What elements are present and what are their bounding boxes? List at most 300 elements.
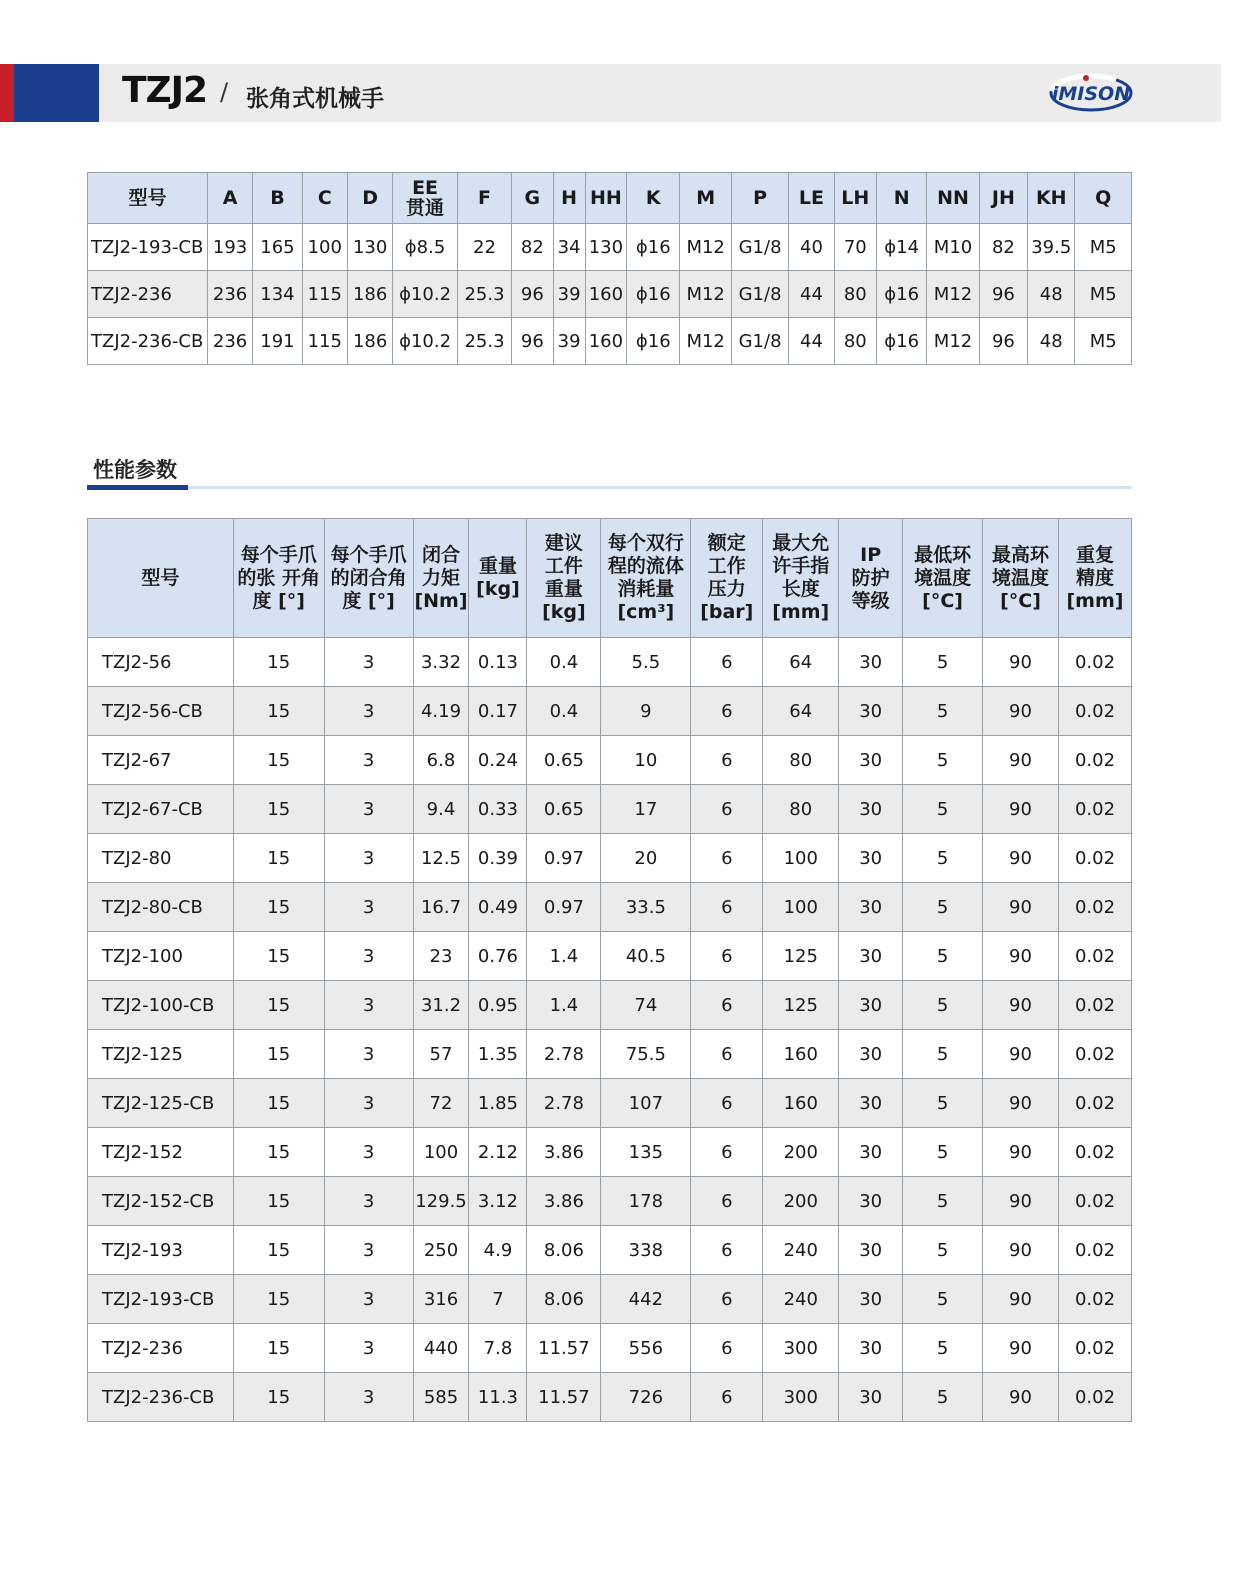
- value-cell: 39: [553, 271, 585, 318]
- value-cell: 90: [983, 785, 1059, 834]
- value-cell: 44: [789, 318, 834, 365]
- value-cell: 15: [233, 1275, 324, 1324]
- value-cell: 250: [413, 1226, 469, 1275]
- value-cell: 90: [983, 1324, 1059, 1373]
- value-cell: 30: [839, 883, 903, 932]
- value-cell: 90: [983, 1030, 1059, 1079]
- value-cell: 236: [207, 318, 252, 365]
- value-cell: 15: [233, 1030, 324, 1079]
- value-cell: 80: [834, 318, 876, 365]
- value-cell: 11.57: [527, 1324, 601, 1373]
- value-cell: 12.5: [413, 834, 469, 883]
- header-blue-accent: [14, 64, 99, 122]
- value-cell: 186: [347, 318, 392, 365]
- value-cell: 15: [233, 1324, 324, 1373]
- value-cell: 15: [233, 1226, 324, 1275]
- value-cell: 5: [903, 1079, 983, 1128]
- value-cell: 90: [983, 1275, 1059, 1324]
- value-cell: 3: [324, 1226, 413, 1275]
- value-cell: 3: [324, 883, 413, 932]
- value-cell: 2.78: [527, 1079, 601, 1128]
- dimensions-header-row: [88, 173, 1132, 224]
- value-cell: 96: [512, 318, 553, 365]
- value-cell: 0.97: [527, 834, 601, 883]
- value-cell: 5: [903, 932, 983, 981]
- value-cell: 39: [553, 318, 585, 365]
- value-cell: 0.95: [469, 981, 527, 1030]
- value-cell: 6: [691, 883, 763, 932]
- value-cell: 11.3: [469, 1373, 527, 1422]
- value-cell: 4.9: [469, 1226, 527, 1275]
- dimensions-header-cell: Q: [1075, 173, 1132, 224]
- dimensions-header-cell: N: [876, 173, 926, 224]
- performance-table: [87, 518, 1132, 1422]
- value-cell: 130: [585, 224, 626, 271]
- value-cell: 6: [691, 638, 763, 687]
- model-cell: TZJ2-236: [88, 1324, 234, 1373]
- performance-header-cell: 最低环 境温度 [°C]: [903, 519, 983, 638]
- value-cell: 9: [601, 687, 691, 736]
- value-cell: 7.8: [469, 1324, 527, 1373]
- value-cell: 96: [979, 318, 1027, 365]
- performance-header-cell: 型号: [88, 519, 234, 638]
- value-cell: 90: [983, 1373, 1059, 1422]
- value-cell: 0.02: [1058, 932, 1131, 981]
- value-cell: 338: [601, 1226, 691, 1275]
- value-cell: 30: [839, 1373, 903, 1422]
- value-cell: 0.02: [1058, 883, 1131, 932]
- value-cell: 4.19: [413, 687, 469, 736]
- model-cell: TZJ2-236-CB: [88, 318, 208, 365]
- model-cell: TZJ2-236: [88, 271, 208, 318]
- value-cell: 5: [903, 1226, 983, 1275]
- value-cell: 440: [413, 1324, 469, 1373]
- value-cell: 80: [763, 785, 839, 834]
- value-cell: 0.02: [1058, 1275, 1131, 1324]
- section-title: 性能参数: [93, 458, 177, 482]
- value-cell: 100: [302, 224, 347, 271]
- value-cell: 15: [233, 932, 324, 981]
- value-cell: 90: [983, 1128, 1059, 1177]
- value-cell: 178: [601, 1177, 691, 1226]
- value-cell: 75.5: [601, 1030, 691, 1079]
- value-cell: 240: [763, 1275, 839, 1324]
- model-cell: TZJ2-80: [88, 834, 234, 883]
- value-cell: 30: [839, 687, 903, 736]
- table-row: [88, 1226, 1132, 1275]
- imison-logo: [1046, 70, 1136, 116]
- value-cell: 0.02: [1058, 1373, 1131, 1422]
- value-cell: 34: [553, 224, 585, 271]
- value-cell: 3: [324, 785, 413, 834]
- value-cell: 30: [839, 1079, 903, 1128]
- value-cell: 1.85: [469, 1079, 527, 1128]
- value-cell: 3: [324, 638, 413, 687]
- value-cell: 160: [763, 1079, 839, 1128]
- value-cell: 15: [233, 785, 324, 834]
- table-row: [88, 638, 1132, 687]
- value-cell: 57: [413, 1030, 469, 1079]
- model-cell: TZJ2-125-CB: [88, 1079, 234, 1128]
- table-row: [88, 1030, 1132, 1079]
- value-cell: 15: [233, 883, 324, 932]
- performance-header-cell: 重量 [kg]: [469, 519, 527, 638]
- dimensions-header-cell: D: [347, 173, 392, 224]
- value-cell: 15: [233, 834, 324, 883]
- dimensions-header-cell: LE: [789, 173, 834, 224]
- value-cell: 90: [983, 736, 1059, 785]
- value-cell: 7: [469, 1275, 527, 1324]
- performance-header-cell: 重复 精度 [mm]: [1058, 519, 1131, 638]
- value-cell: 5: [903, 1030, 983, 1079]
- value-cell: 64: [763, 638, 839, 687]
- table-row: [88, 1177, 1132, 1226]
- table-row: [88, 687, 1132, 736]
- model-cell: TZJ2-193-CB: [88, 224, 208, 271]
- value-cell: ϕ16: [627, 224, 680, 271]
- value-cell: 0.13: [469, 638, 527, 687]
- value-cell: 5: [903, 736, 983, 785]
- model-cell: TZJ2-56-CB: [88, 687, 234, 736]
- value-cell: 6: [691, 687, 763, 736]
- value-cell: 40: [789, 224, 834, 271]
- model-cell: TZJ2-125: [88, 1030, 234, 1079]
- value-cell: 3: [324, 1128, 413, 1177]
- value-cell: 6: [691, 1128, 763, 1177]
- value-cell: 200: [763, 1128, 839, 1177]
- value-cell: 0.76: [469, 932, 527, 981]
- dimensions-header-cell: EE 贯通: [393, 173, 457, 224]
- value-cell: 0.02: [1058, 638, 1131, 687]
- value-cell: 5.5: [601, 638, 691, 687]
- table-row: [88, 1373, 1132, 1422]
- value-cell: 0.02: [1058, 1079, 1131, 1128]
- value-cell: 15: [233, 1373, 324, 1422]
- value-cell: 6: [691, 1275, 763, 1324]
- value-cell: 6: [691, 1226, 763, 1275]
- value-cell: 100: [413, 1128, 469, 1177]
- value-cell: 8.06: [527, 1275, 601, 1324]
- dimensions-header-cell: P: [731, 173, 788, 224]
- value-cell: 23: [413, 932, 469, 981]
- value-cell: 30: [839, 1226, 903, 1275]
- table-row: [88, 932, 1132, 981]
- value-cell: 200: [763, 1177, 839, 1226]
- value-cell: 40.5: [601, 932, 691, 981]
- value-cell: 0.4: [527, 687, 601, 736]
- dimensions-header-cell: HH: [585, 173, 626, 224]
- value-cell: 5: [903, 1324, 983, 1373]
- table-row: [88, 1128, 1132, 1177]
- value-cell: 30: [839, 1030, 903, 1079]
- value-cell: 15: [233, 638, 324, 687]
- performance-header-row: [88, 519, 1132, 638]
- value-cell: 0.24: [469, 736, 527, 785]
- value-cell: 0.02: [1058, 785, 1131, 834]
- performance-header-cell: 额定 工作 压力 [bar]: [691, 519, 763, 638]
- table-row: [88, 834, 1132, 883]
- value-cell: 0.02: [1058, 1030, 1131, 1079]
- value-cell: 30: [839, 785, 903, 834]
- table-row: [88, 271, 1132, 318]
- performance-header-cell: 每个手爪 的闭合角 度 [°]: [324, 519, 413, 638]
- value-cell: 80: [763, 736, 839, 785]
- value-cell: 3: [324, 1079, 413, 1128]
- model-cell: TZJ2-193-CB: [88, 1275, 234, 1324]
- value-cell: 15: [233, 687, 324, 736]
- value-cell: 5: [903, 638, 983, 687]
- value-cell: 5: [903, 785, 983, 834]
- model-cell: TZJ2-152: [88, 1128, 234, 1177]
- performance-header-cell: 闭合 力矩 [Nm]: [413, 519, 469, 638]
- value-cell: 6.8: [413, 736, 469, 785]
- dimensions-header-cell: B: [253, 173, 302, 224]
- value-cell: 1.4: [527, 932, 601, 981]
- value-cell: 0.02: [1058, 1226, 1131, 1275]
- value-cell: 0.39: [469, 834, 527, 883]
- value-cell: 90: [983, 834, 1059, 883]
- value-cell: M12: [927, 318, 979, 365]
- value-cell: 726: [601, 1373, 691, 1422]
- table-row: [88, 785, 1132, 834]
- value-cell: 3: [324, 1324, 413, 1373]
- value-cell: 30: [839, 638, 903, 687]
- value-cell: 74: [601, 981, 691, 1030]
- section-underline-accent: [87, 485, 188, 490]
- value-cell: 8.06: [527, 1226, 601, 1275]
- value-cell: 5: [903, 1275, 983, 1324]
- value-cell: G1/8: [731, 271, 788, 318]
- value-cell: 3: [324, 981, 413, 1030]
- value-cell: 31.2: [413, 981, 469, 1030]
- value-cell: 2.78: [527, 1030, 601, 1079]
- page-title-model: TZJ2: [122, 70, 208, 111]
- value-cell: 30: [839, 1177, 903, 1226]
- value-cell: 236: [207, 271, 252, 318]
- value-cell: M10: [927, 224, 979, 271]
- value-cell: 100: [763, 883, 839, 932]
- value-cell: 3.86: [527, 1128, 601, 1177]
- value-cell: M5: [1075, 271, 1132, 318]
- value-cell: 5: [903, 883, 983, 932]
- value-cell: 125: [763, 981, 839, 1030]
- value-cell: 90: [983, 1177, 1059, 1226]
- value-cell: 1.35: [469, 1030, 527, 1079]
- value-cell: 0.02: [1058, 1177, 1131, 1226]
- value-cell: 15: [233, 736, 324, 785]
- value-cell: 6: [691, 981, 763, 1030]
- value-cell: ϕ10.2: [393, 271, 457, 318]
- dimensions-header-cell: 型号: [88, 173, 208, 224]
- value-cell: 5: [903, 1373, 983, 1422]
- value-cell: 96: [979, 271, 1027, 318]
- value-cell: 240: [763, 1226, 839, 1275]
- value-cell: 90: [983, 687, 1059, 736]
- value-cell: 134: [253, 271, 302, 318]
- value-cell: 96: [512, 271, 553, 318]
- value-cell: 5: [903, 687, 983, 736]
- title-separator: /: [220, 78, 229, 106]
- value-cell: 3: [324, 1177, 413, 1226]
- value-cell: 5: [903, 1177, 983, 1226]
- value-cell: 22: [457, 224, 511, 271]
- value-cell: 3: [324, 932, 413, 981]
- model-cell: TZJ2-56: [88, 638, 234, 687]
- value-cell: 70: [834, 224, 876, 271]
- model-cell: TZJ2-236-CB: [88, 1373, 234, 1422]
- value-cell: 115: [302, 271, 347, 318]
- value-cell: 90: [983, 883, 1059, 932]
- value-cell: 3: [324, 1030, 413, 1079]
- value-cell: 193: [207, 224, 252, 271]
- value-cell: 90: [983, 1079, 1059, 1128]
- value-cell: 0.02: [1058, 834, 1131, 883]
- value-cell: 9.4: [413, 785, 469, 834]
- value-cell: ϕ16: [876, 318, 926, 365]
- value-cell: 30: [839, 834, 903, 883]
- value-cell: 5: [903, 1128, 983, 1177]
- value-cell: 0.02: [1058, 736, 1131, 785]
- value-cell: 3: [324, 687, 413, 736]
- value-cell: 82: [512, 224, 553, 271]
- value-cell: 90: [983, 1226, 1059, 1275]
- model-cell: TZJ2-80-CB: [88, 883, 234, 932]
- dimensions-table: [87, 172, 1132, 365]
- value-cell: 130: [347, 224, 392, 271]
- value-cell: 30: [839, 981, 903, 1030]
- value-cell: 0.4: [527, 638, 601, 687]
- dimensions-header-cell: C: [302, 173, 347, 224]
- value-cell: 0.65: [527, 736, 601, 785]
- value-cell: 11.57: [527, 1373, 601, 1422]
- value-cell: 160: [585, 271, 626, 318]
- value-cell: 0.17: [469, 687, 527, 736]
- dimensions-header-cell: JH: [979, 173, 1027, 224]
- value-cell: 442: [601, 1275, 691, 1324]
- dimensions-header-cell: F: [457, 173, 511, 224]
- value-cell: 0.33: [469, 785, 527, 834]
- value-cell: 165: [253, 224, 302, 271]
- performance-header-cell: 每个手爪 的张 开角 度 [°]: [233, 519, 324, 638]
- value-cell: 3.86: [527, 1177, 601, 1226]
- dimensions-header-cell: NN: [927, 173, 979, 224]
- value-cell: 90: [983, 638, 1059, 687]
- value-cell: G1/8: [731, 224, 788, 271]
- value-cell: 6: [691, 785, 763, 834]
- table-row: [88, 1079, 1132, 1128]
- dimensions-header-cell: A: [207, 173, 252, 224]
- value-cell: 90: [983, 981, 1059, 1030]
- value-cell: 0.49: [469, 883, 527, 932]
- value-cell: 160: [585, 318, 626, 365]
- value-cell: 556: [601, 1324, 691, 1373]
- value-cell: 3: [324, 1275, 413, 1324]
- value-cell: 0.02: [1058, 981, 1131, 1030]
- table-row: [88, 1275, 1132, 1324]
- value-cell: 16.7: [413, 883, 469, 932]
- value-cell: 129.5: [413, 1177, 469, 1226]
- value-cell: 15: [233, 1079, 324, 1128]
- value-cell: 10: [601, 736, 691, 785]
- value-cell: 82: [979, 224, 1027, 271]
- value-cell: 6: [691, 1324, 763, 1373]
- value-cell: 48: [1028, 271, 1075, 318]
- value-cell: 90: [983, 932, 1059, 981]
- value-cell: M12: [680, 224, 731, 271]
- value-cell: ϕ8.5: [393, 224, 457, 271]
- table-row: [88, 1324, 1132, 1373]
- value-cell: 0.97: [527, 883, 601, 932]
- header-red-accent: [0, 64, 14, 122]
- value-cell: 6: [691, 1079, 763, 1128]
- value-cell: 1.4: [527, 981, 601, 1030]
- dimensions-header-cell: K: [627, 173, 680, 224]
- table-row: [88, 318, 1132, 365]
- value-cell: 3: [324, 834, 413, 883]
- model-cell: TZJ2-67: [88, 736, 234, 785]
- value-cell: 48: [1028, 318, 1075, 365]
- dimensions-header-cell: G: [512, 173, 553, 224]
- dimensions-header-cell: H: [553, 173, 585, 224]
- value-cell: 64: [763, 687, 839, 736]
- value-cell: 20: [601, 834, 691, 883]
- model-cell: TZJ2-100-CB: [88, 981, 234, 1030]
- value-cell: 72: [413, 1079, 469, 1128]
- model-cell: TZJ2-193: [88, 1226, 234, 1275]
- value-cell: 15: [233, 1128, 324, 1177]
- performance-header-cell: IP 防护 等级: [839, 519, 903, 638]
- value-cell: 30: [839, 1324, 903, 1373]
- value-cell: 186: [347, 271, 392, 318]
- table-row: [88, 883, 1132, 932]
- value-cell: 25.3: [457, 271, 511, 318]
- value-cell: 107: [601, 1079, 691, 1128]
- value-cell: 300: [763, 1324, 839, 1373]
- value-cell: 585: [413, 1373, 469, 1422]
- logo-text: iMISON: [1051, 83, 1131, 105]
- value-cell: 0.02: [1058, 687, 1131, 736]
- value-cell: 5: [903, 834, 983, 883]
- model-cell: TZJ2-67-CB: [88, 785, 234, 834]
- value-cell: 100: [763, 834, 839, 883]
- value-cell: 300: [763, 1373, 839, 1422]
- dimensions-header-cell: KH: [1028, 173, 1075, 224]
- value-cell: 33.5: [601, 883, 691, 932]
- value-cell: 135: [601, 1128, 691, 1177]
- dimensions-header-cell: M: [680, 173, 731, 224]
- value-cell: 3.12: [469, 1177, 527, 1226]
- value-cell: ϕ16: [876, 271, 926, 318]
- value-cell: 6: [691, 1030, 763, 1079]
- value-cell: 191: [253, 318, 302, 365]
- model-cell: TZJ2-152-CB: [88, 1177, 234, 1226]
- table-row: [88, 981, 1132, 1030]
- section-underline: [188, 486, 1132, 489]
- value-cell: ϕ10.2: [393, 318, 457, 365]
- value-cell: 316: [413, 1275, 469, 1324]
- value-cell: 125: [763, 932, 839, 981]
- table-row: [88, 736, 1132, 785]
- value-cell: M5: [1075, 224, 1132, 271]
- table-row: [88, 224, 1132, 271]
- value-cell: 30: [839, 1275, 903, 1324]
- value-cell: 3.32: [413, 638, 469, 687]
- page-title-product: 张角式机械手: [246, 86, 384, 112]
- value-cell: 25.3: [457, 318, 511, 365]
- value-cell: 30: [839, 736, 903, 785]
- performance-header-cell: 最高环 境温度 [°C]: [983, 519, 1059, 638]
- value-cell: 15: [233, 981, 324, 1030]
